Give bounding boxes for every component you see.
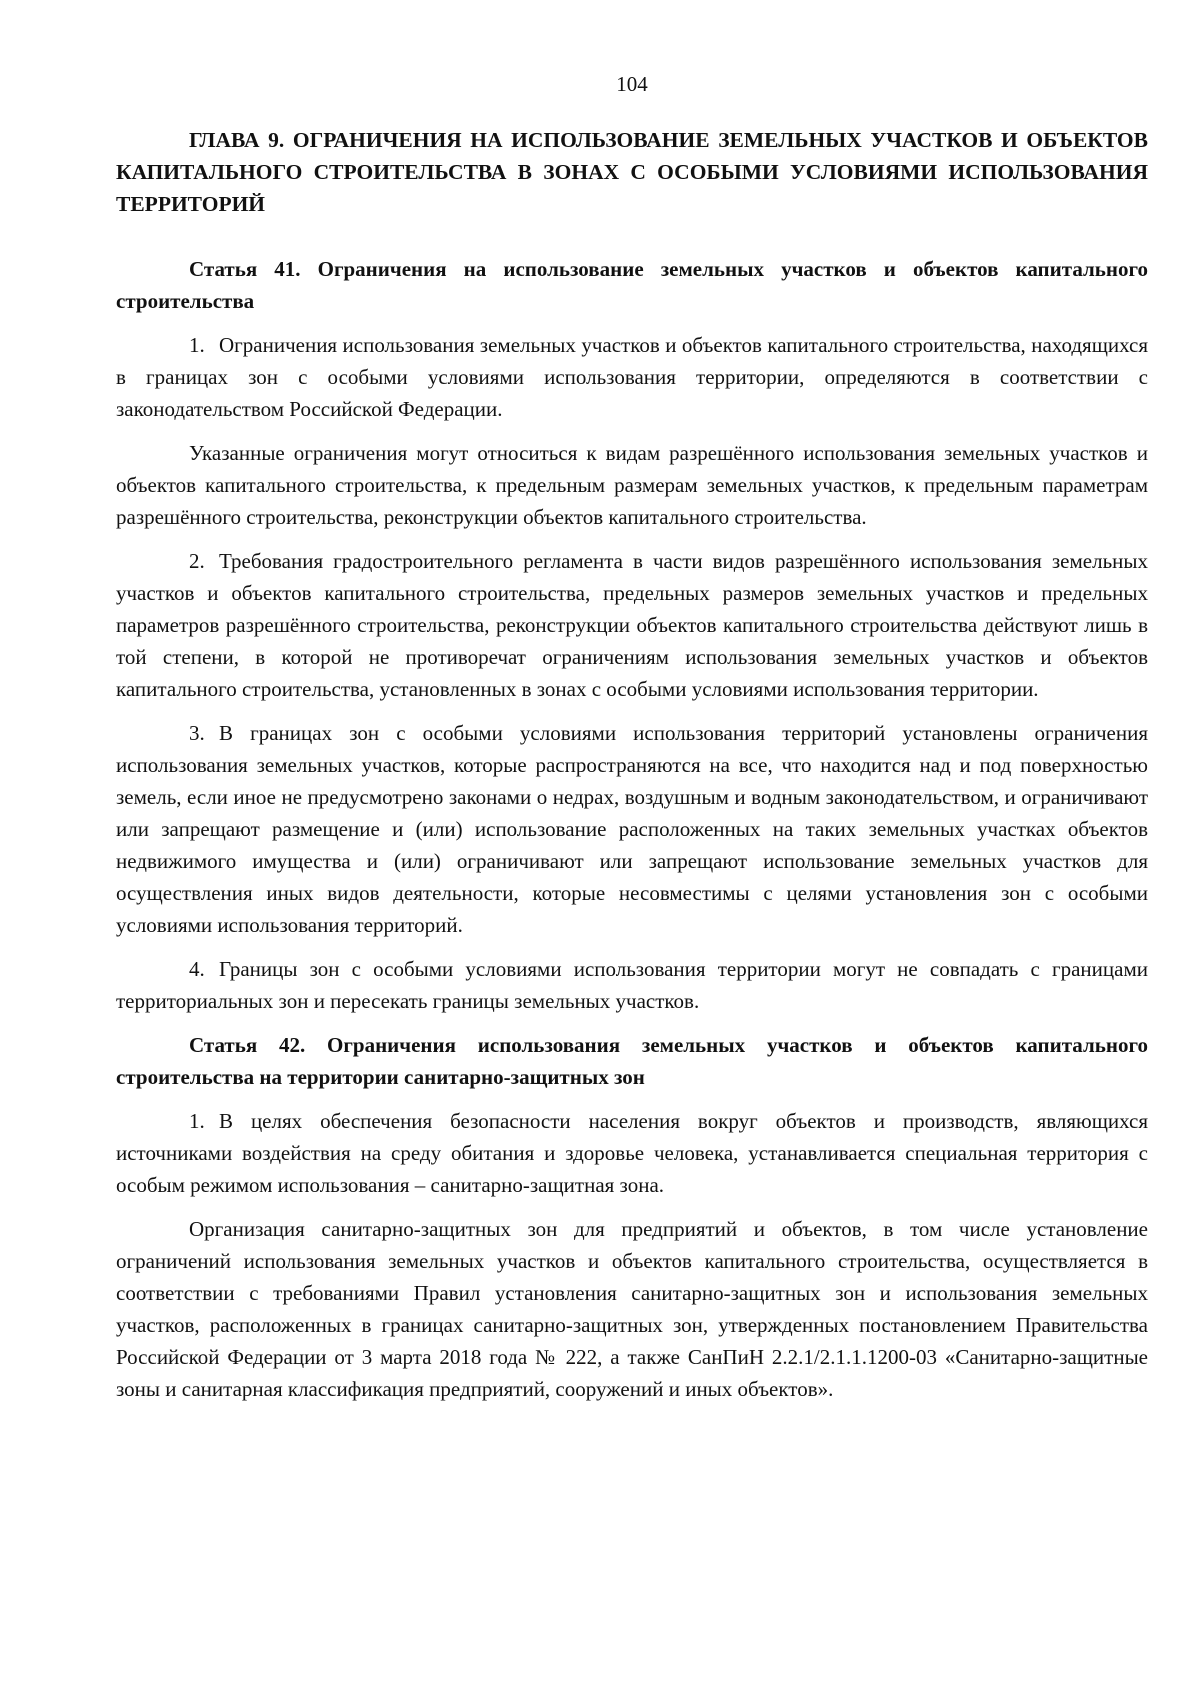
paragraph-text: Границы зон с особыми условиями использования территории могут не совпадать с границами территориальных зон и пересекать границы земельных участков. [116, 957, 1148, 1013]
paragraph-text: В целях обеспечения безопасности населения вокруг объектов и производств, являющихся источниками воздействия на среду обитания и здоровье человека, устанавливается специальная территория с особым режимом использования – санитарно-защитная зона. [116, 1109, 1148, 1197]
paragraph-number: 2. [189, 549, 205, 573]
paragraph-continuation [116, 437, 1148, 533]
article-42 [116, 1029, 1148, 1405]
paragraph-number: 1. [189, 333, 205, 357]
paragraph-text: Требования градостроительного регламента в части видов разрешённого использования земельных участков и объектов капитального строительства, предельных размеров земельных участков и предельных параметров разрешённого строительства, реконструкции объектов капитального строительства действуют лишь в той степени, в которой не противоречат ограничениям использования земельных участков и объектов капитального строительства, установленных в зонах с особыми условиями использования территории. [116, 549, 1148, 701]
paragraph-text: Указанные ограничения могут относиться к видам разрешённого использования земельных участков и объектов капитального строительства, к предельным размерам земельных участков, к предельным параметрам разрешённого строительства, реконструкции объектов капитального строительства. [116, 441, 1148, 529]
paragraph-number: 4. [189, 957, 205, 981]
paragraph-text: Организация санитарно-защитных зон для предприятий и объектов, в том числе установление ограничений использования земельных участков и объектов капитального строительства, осуществляется в соответствии с требованиями Правил установления санитарно-защитных зон и использования земельных участков, расположенных в границах санитарно-защитных зон, утвержденных постановлением Правительства Российской Федерации от 3 марта 2018 года № 222, а также СанПиН 2.2.1/2.1.1.1200-03 «Санитарно-защитные зоны и санитарная классификация предприятий, сооружений и иных объектов». [116, 1217, 1148, 1401]
paragraph-text: В границах зон с особыми условиями использования территорий установлены ограничения использования земельных участков, которые распространяются на все, что находится над и под поверхностью земель, если иное не предусмотрено законами о недрах, воздушным и водным законодательством, и ограничивают или запрещают размещение и (или) использование расположенных на таких земельных участках объектов недвижимого имущества и (или) ограничивают или запрещают использование земельных участков для осуществления иных видов деятельности, которые несовместимы с целями установления зон с особыми условиями использования территорий. [116, 721, 1148, 937]
paragraph-1 [116, 1105, 1148, 1201]
paragraph-2 [116, 545, 1148, 705]
paragraph-number: 1. [189, 1109, 205, 1133]
article-41 [116, 253, 1148, 1017]
paragraph-3 [116, 717, 1148, 941]
paragraph-text: Ограничения использования земельных участков и объектов капитального строительства, находящихся в границах зон с особыми условиями использования территории, определяются в соответствии с законодательством Российской Федерации. [116, 333, 1148, 421]
document-body [116, 124, 1148, 1417]
chapter-title: ГЛАВА 9. ОГРАНИЧЕНИЯ НА ИСПОЛЬЗОВАНИЕ ЗЕМЕЛЬНЫХ УЧАСТКОВ И ОБЪЕКТОВ КАПИТАЛЬНОГО СТРОИТЕЛЬСТВА В ЗОНАХ С ОСОБЫМИ УСЛОВИЯМИ ИСПОЛЬЗОВАНИЯ ТЕРРИТОРИЙ [116, 128, 1148, 216]
paragraph-4 [116, 953, 1148, 1017]
paragraph-number: 3. [189, 721, 205, 745]
paragraph-continuation [116, 1213, 1148, 1405]
page-number: 104 [616, 72, 648, 96]
article-title: Статья 42. Ограничения использования земельных участков и объектов капитального строительства на территории санитарно-защитных зон [116, 1033, 1148, 1089]
article-title: Статья 41. Ограничения на использование земельных участков и объектов капитального строительства [116, 257, 1148, 313]
paragraph-1 [116, 329, 1148, 425]
